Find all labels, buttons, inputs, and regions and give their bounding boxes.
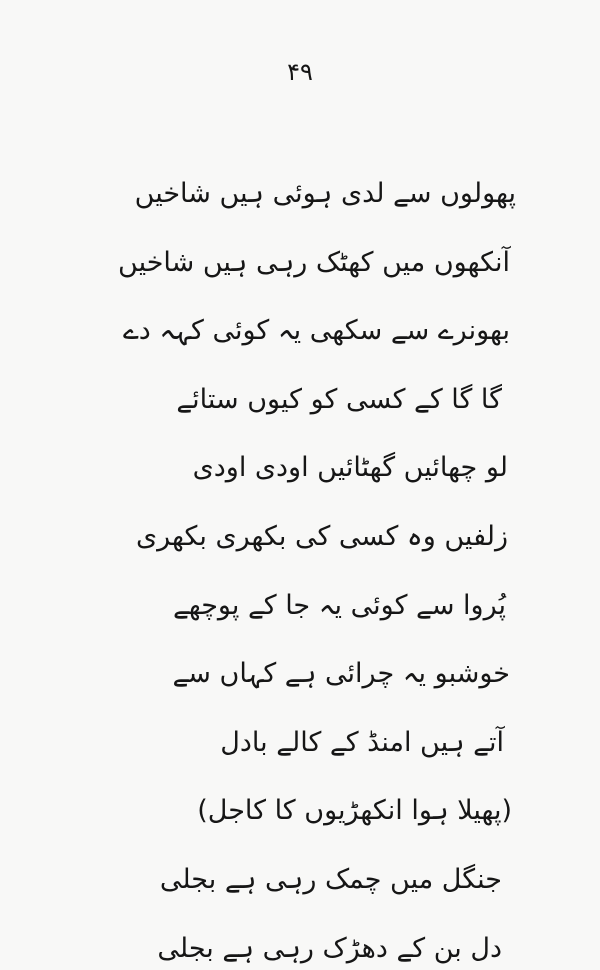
verse-line-6: زلفیں وہ کسی کی بکھری بکھری — [135, 520, 508, 552]
poem-body — [76, 178, 516, 970]
verse-line-7: پُروا سے کوئی یہ جا کے پوچھے — [172, 589, 506, 621]
verse-line-2: آنکھوں میں کھٹک رہی ہیں شاخیں — [118, 246, 510, 278]
verse-line-5: لو چھائیں گھٹائیں اودی اودی — [192, 452, 508, 484]
verse-line-4: گا گا کے کسی کو کیوں ستائے — [176, 383, 502, 415]
verse-line-3: بھونرے سے سکھی یہ کوئی کہہ دے — [122, 315, 510, 347]
verse-line-10: (پھیلا ہوا انکھڑیوں کا کاجل) — [197, 795, 512, 827]
verse-line-8: خوشبو یہ چرائی ہے کہاں سے — [172, 658, 510, 690]
verse-line-12: دل بن کے دھڑک رہی ہے بجلی — [157, 932, 502, 964]
verse-line-9: آتے ہیں امنڈ کے کالے بادل — [220, 726, 504, 758]
page-number: ۴۹ — [287, 58, 313, 86]
verse-line-11: جنگل میں چمک رہی ہے بجلی — [159, 863, 502, 895]
verse-line-1: پھولوں سے لدی ہوئی ہیں شاخیں — [134, 178, 516, 209]
